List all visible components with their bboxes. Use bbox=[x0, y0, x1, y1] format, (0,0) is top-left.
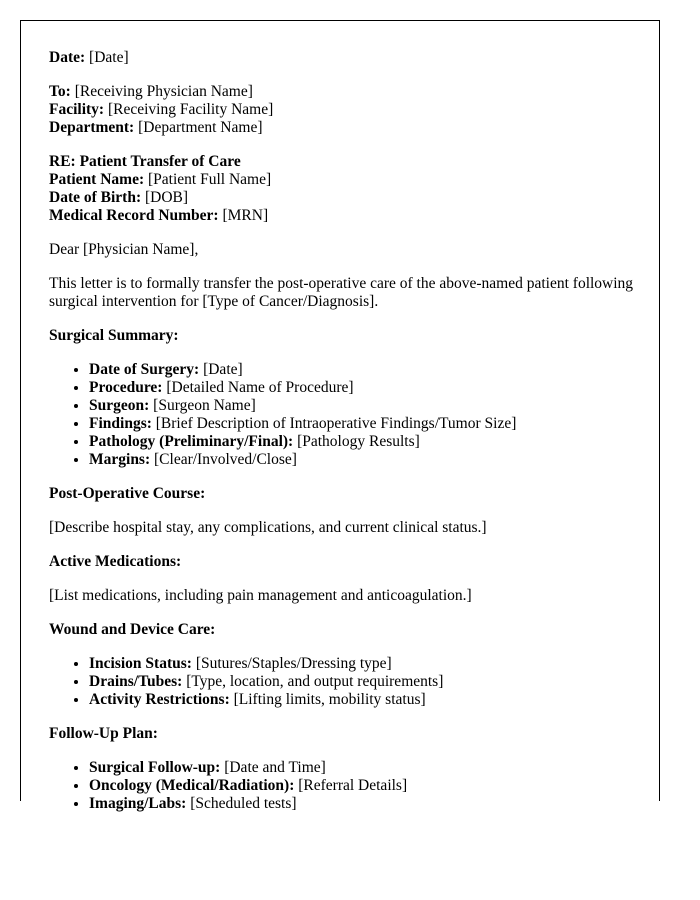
date-block bbox=[49, 49, 659, 67]
list-item bbox=[89, 361, 659, 379]
post-op-heading: Post-Operative Course: bbox=[49, 485, 206, 502]
item-value: [Pathology Results] bbox=[297, 433, 420, 450]
item-label: Pathology (Preliminary/Final): bbox=[89, 433, 294, 450]
medications-text: [List medications, including pain management and anticoagulation.] bbox=[49, 587, 472, 604]
dob-value: [DOB] bbox=[145, 189, 189, 206]
to-line bbox=[49, 83, 659, 101]
facility-value: [Receiving Facility Name] bbox=[107, 101, 274, 118]
list-item bbox=[89, 673, 659, 691]
item-value: [Brief Description of Intraoperative Findings/Tumor Size] bbox=[155, 415, 517, 432]
re-line: RE: Patient Transfer of Care bbox=[49, 153, 241, 170]
item-value: [Date] bbox=[203, 361, 243, 378]
item-label: Activity Restrictions: bbox=[89, 691, 230, 708]
item-value: [Detailed Name of Procedure] bbox=[166, 379, 354, 396]
wound-care-list bbox=[49, 655, 659, 709]
mrn-line bbox=[49, 207, 659, 225]
item-value: [Type, location, and output requirements] bbox=[186, 673, 444, 690]
item-label: Imaging/Labs: bbox=[89, 795, 187, 812]
post-op-text: [Describe hospital stay, any complications, and current clinical status.] bbox=[49, 519, 487, 536]
letter-page bbox=[20, 20, 660, 812]
list-item bbox=[89, 397, 659, 415]
item-label: Findings: bbox=[89, 415, 152, 432]
facility-label: Facility: bbox=[49, 101, 105, 118]
item-value: [Scheduled tests] bbox=[190, 795, 297, 812]
wound-care-heading: Wound and Device Care: bbox=[49, 621, 216, 638]
list-item bbox=[89, 759, 659, 777]
patient-block bbox=[49, 153, 659, 225]
item-value: [Lifting limits, mobility status] bbox=[233, 691, 426, 708]
letter-content bbox=[21, 21, 659, 813]
medications-heading: Active Medications: bbox=[49, 553, 182, 570]
department-label: Department: bbox=[49, 119, 135, 136]
list-item bbox=[89, 795, 659, 813]
patient-name-label: Patient Name: bbox=[49, 171, 145, 188]
follow-up-list bbox=[49, 759, 659, 813]
to-label: To: bbox=[49, 83, 71, 100]
item-label: Oncology (Medical/Radiation): bbox=[89, 777, 295, 794]
item-value: [Surgeon Name] bbox=[153, 397, 256, 414]
follow-up-heading: Follow-Up Plan: bbox=[49, 725, 158, 742]
date-value: [Date] bbox=[89, 49, 129, 66]
item-value: [Date and Time] bbox=[224, 759, 326, 776]
dob-label: Date of Birth: bbox=[49, 189, 142, 206]
recipient-block bbox=[49, 83, 659, 137]
intro-paragraph: This letter is to formally transfer the post-operative care of the above-named patient following surgical intervention for [Type of Cancer/Diagnosis]. bbox=[49, 275, 634, 310]
patient-name-line bbox=[49, 171, 659, 189]
mrn-label: Medical Record Number: bbox=[49, 207, 219, 224]
item-label: Surgeon: bbox=[89, 397, 150, 414]
item-value: [Clear/Involved/Close] bbox=[154, 451, 297, 468]
item-label: Drains/Tubes: bbox=[89, 673, 183, 690]
list-item bbox=[89, 691, 659, 709]
mrn-value: [MRN] bbox=[222, 207, 269, 224]
item-label: Surgical Follow-up: bbox=[89, 759, 221, 776]
date-label: Date: bbox=[49, 49, 86, 66]
list-item bbox=[89, 655, 659, 673]
item-label: Date of Surgery: bbox=[89, 361, 200, 378]
surgical-summary-list bbox=[49, 361, 659, 469]
item-label: Incision Status: bbox=[89, 655, 192, 672]
list-item bbox=[89, 451, 659, 469]
list-item bbox=[89, 415, 659, 433]
salutation: Dear [Physician Name], bbox=[49, 241, 199, 258]
list-item bbox=[89, 379, 659, 397]
list-item bbox=[89, 433, 659, 451]
surgical-summary-heading: Surgical Summary: bbox=[49, 327, 179, 344]
item-value: [Sutures/Staples/Dressing type] bbox=[195, 655, 392, 672]
department-line bbox=[49, 119, 659, 137]
date-line bbox=[49, 49, 659, 67]
list-item bbox=[89, 777, 659, 795]
item-value: [Referral Details] bbox=[298, 777, 408, 794]
dob-line bbox=[49, 189, 659, 207]
patient-name-value: [Patient Full Name] bbox=[148, 171, 272, 188]
to-value: [Receiving Physician Name] bbox=[74, 83, 253, 100]
item-label: Margins: bbox=[89, 451, 151, 468]
facility-line bbox=[49, 101, 659, 119]
department-value: [Department Name] bbox=[138, 119, 263, 136]
item-label: Procedure: bbox=[89, 379, 163, 396]
